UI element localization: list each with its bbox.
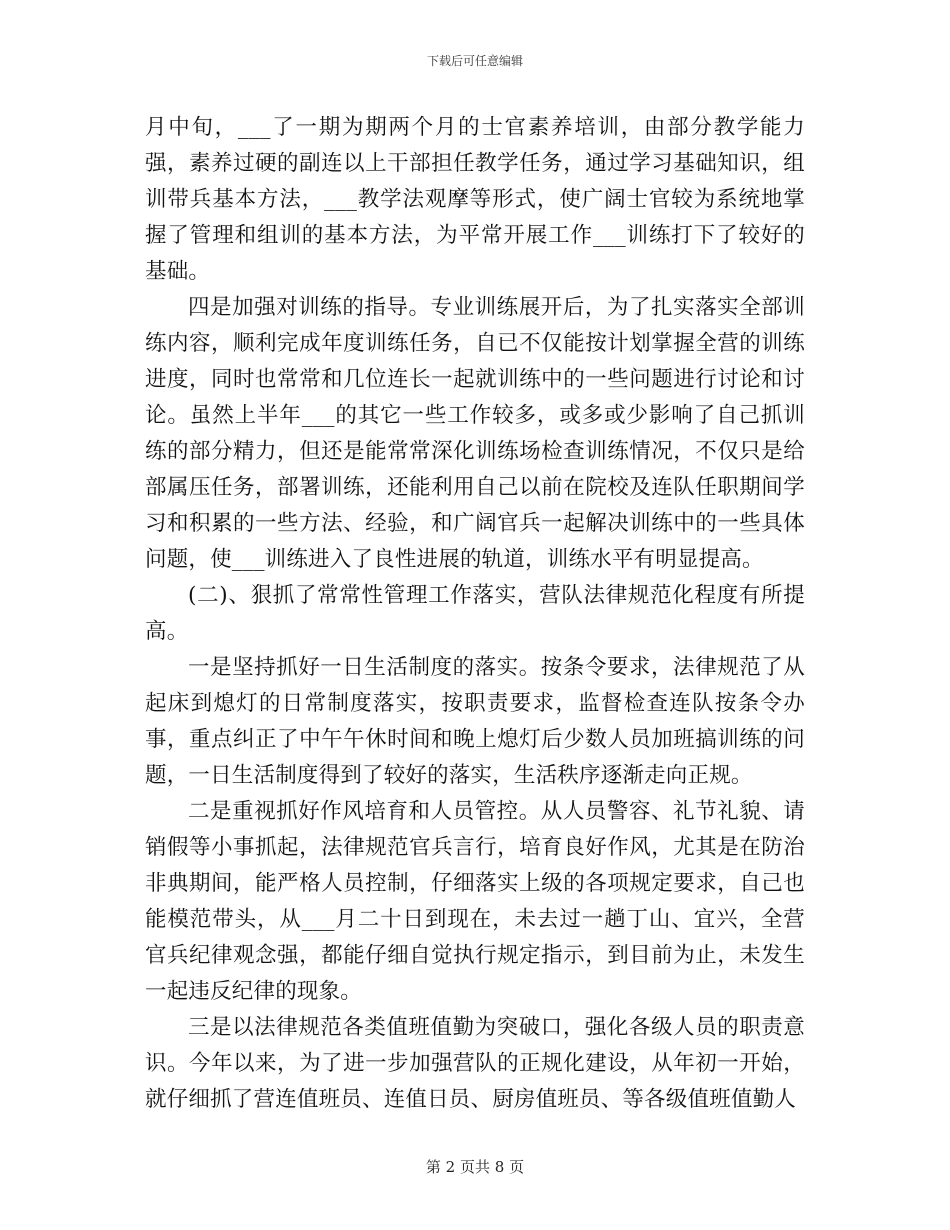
- paragraph-3: (二)、狠抓了常常性管理工作落实，营队法律规范化程度有所提高。: [145, 583, 805, 644]
- page-header: 下载后可任意编辑: [426, 54, 523, 68]
- document-body: [145, 110, 805, 1118]
- paragraph-2: 四是加强对训练的指导。专业训练展开后，为了扎实落实全部训练内容，顺利完成年度训练任务，自已不仅能按计划掌握全营的训练进度，同时也常常和几位连长一起就训练中的一些问题进行讨论和讨论。虽然上半年___的其它一些工作较多，或多或少影响了自己抓训练的部分精力，但还是能常常深化训练场检查训练情况，不仅只是给部属压任务，部署训练，还能利用自己以前在院校及连队任职期间学习和积累的一些方法、经验，和广阔官兵一起解决训练中的一些具体问题，使___训练进入了良性进展的轨道，训练水平有明显提高。: [145, 295, 805, 572]
- paragraph-5: 二是重视抓好作风培育和人员管控。从人员警容、礼节礼貌、请销假等小事抓起，法律规范官兵言行，培育良好作风，尤其是在防治非典期间，能严格人员控制，仔细落实上级的各项规定要求，自己也能模范带头，从___月二十日到现在，未去过一趟丁山、宜兴，全营官兵纪律观念强，都能仔细自觉执行规定指示，到目前为止，未发生一起违反纪律的现象。: [145, 799, 805, 1004]
- page-footer: 第 2 页共 8 页: [425, 1158, 525, 1176]
- paragraph-6: 三是以法律规范各类值班值勤为突破口，强化各级人员的职责意识。今年以来，为了进一步加强营队的正规化建设，从年初一开始，就仔细抓了营连值班员、连值日员、厨房值班员、等各级值班值勤人: [145, 1015, 805, 1112]
- paragraph-1: 月中旬，___了一期为期两个月的士官素养培训，由部分教学能力强，素养过硬的副连以上干部担任教学任务，通过学习基础知识，组训带兵基本方法，___教学法观摩等形式，使广阔士官较为系统地掌握了管理和组训的基本方法，为平常开展工作___训练打下了较好的基础。: [145, 115, 805, 284]
- paragraph-4: 一是坚持抓好一日生活制度的落实。按条令要求，法律规范了从起床到熄灯的日常制度落实，按职责要求，监督检查连队按条令办事，重点纠正了中午午休时间和晚上熄灯后少数人员加班搞训练的问题，一日生活制度得到了较好的落实，生活秩序逐渐走向正规。: [145, 655, 805, 788]
